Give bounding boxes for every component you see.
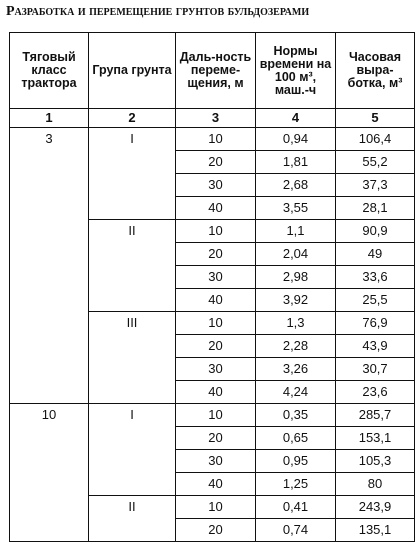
output-cell: 90,9 xyxy=(336,220,415,243)
distance-cell: 20 xyxy=(176,335,256,358)
distance-cell: 20 xyxy=(176,151,256,174)
header-time-norm: Нормы времени на 100 м³, маш.-ч xyxy=(256,33,336,109)
output-cell: 243,9 xyxy=(336,496,415,519)
norm-cell: 4,24 xyxy=(256,381,336,404)
bulldozer-norms-table xyxy=(9,32,415,542)
output-cell: 76,9 xyxy=(336,312,415,335)
tractor-class-cell: 10 xyxy=(10,404,89,542)
norm-cell: 3,92 xyxy=(256,289,336,312)
distance-cell: 10 xyxy=(176,128,256,151)
norm-cell: 0,95 xyxy=(256,450,336,473)
norm-cell: 0,94 xyxy=(256,128,336,151)
distance-cell: 40 xyxy=(176,381,256,404)
norm-cell: 1,3 xyxy=(256,312,336,335)
output-cell: 55,2 xyxy=(336,151,415,174)
column-number: 1 xyxy=(10,109,89,128)
column-number: 3 xyxy=(176,109,256,128)
output-cell: 285,7 xyxy=(336,404,415,427)
distance-cell: 30 xyxy=(176,266,256,289)
output-cell: 30,7 xyxy=(336,358,415,381)
table-body xyxy=(10,109,415,542)
norm-cell: 1,1 xyxy=(256,220,336,243)
output-cell: 49 xyxy=(336,243,415,266)
norm-cell: 3,26 xyxy=(256,358,336,381)
output-cell: 23,6 xyxy=(336,381,415,404)
output-cell: 25,5 xyxy=(336,289,415,312)
norm-cell: 2,04 xyxy=(256,243,336,266)
distance-cell: 30 xyxy=(176,358,256,381)
distance-cell: 30 xyxy=(176,450,256,473)
column-number: 4 xyxy=(256,109,336,128)
header-row xyxy=(10,33,415,109)
distance-cell: 40 xyxy=(176,473,256,496)
output-cell: 106,4 xyxy=(336,128,415,151)
output-cell: 135,1 xyxy=(336,519,415,542)
distance-cell: 10 xyxy=(176,220,256,243)
norm-cell: 2,68 xyxy=(256,174,336,197)
output-cell: 153,1 xyxy=(336,427,415,450)
norm-cell: 2,28 xyxy=(256,335,336,358)
norm-cell: 0,74 xyxy=(256,519,336,542)
header-distance: Даль-ность переме-щения, м xyxy=(176,33,256,109)
distance-cell: 40 xyxy=(176,289,256,312)
table-row xyxy=(10,128,415,151)
output-cell: 28,1 xyxy=(336,197,415,220)
output-cell: 105,3 xyxy=(336,450,415,473)
norm-cell: 3,55 xyxy=(256,197,336,220)
distance-cell: 40 xyxy=(176,197,256,220)
norm-cell: 2,98 xyxy=(256,266,336,289)
column-number-row xyxy=(10,109,415,128)
distance-cell: 10 xyxy=(176,496,256,519)
tractor-class-cell: 3 xyxy=(10,128,89,404)
norm-cell: 1,81 xyxy=(256,151,336,174)
norm-cell: 0,65 xyxy=(256,427,336,450)
table-row xyxy=(10,404,415,427)
column-number: 2 xyxy=(89,109,176,128)
norm-cell: 0,35 xyxy=(256,404,336,427)
distance-cell: 20 xyxy=(176,427,256,450)
soil-group-cell: III xyxy=(89,312,176,404)
output-cell: 43,9 xyxy=(336,335,415,358)
distance-cell: 30 xyxy=(176,174,256,197)
norm-cell: 1,25 xyxy=(256,473,336,496)
distance-cell: 20 xyxy=(176,243,256,266)
distance-cell: 20 xyxy=(176,519,256,542)
norm-cell: 0,41 xyxy=(256,496,336,519)
header-hourly-output: Часовая выра-ботка, м³ xyxy=(336,33,415,109)
column-number: 5 xyxy=(336,109,415,128)
output-cell: 80 xyxy=(336,473,415,496)
header-soil-group: Група грунта xyxy=(89,33,176,109)
page-title: Разработка и перемещение грунтов бульдозерами xyxy=(6,4,310,19)
distance-cell: 10 xyxy=(176,312,256,335)
soil-group-cell: I xyxy=(89,404,176,496)
output-cell: 33,6 xyxy=(336,266,415,289)
soil-group-cell: I xyxy=(89,128,176,220)
output-cell: 37,3 xyxy=(336,174,415,197)
soil-group-cell: II xyxy=(89,220,176,312)
distance-cell: 10 xyxy=(176,404,256,427)
soil-group-cell: II xyxy=(89,496,176,542)
header-tractor-class: Тяговый класс трактора xyxy=(10,33,89,109)
